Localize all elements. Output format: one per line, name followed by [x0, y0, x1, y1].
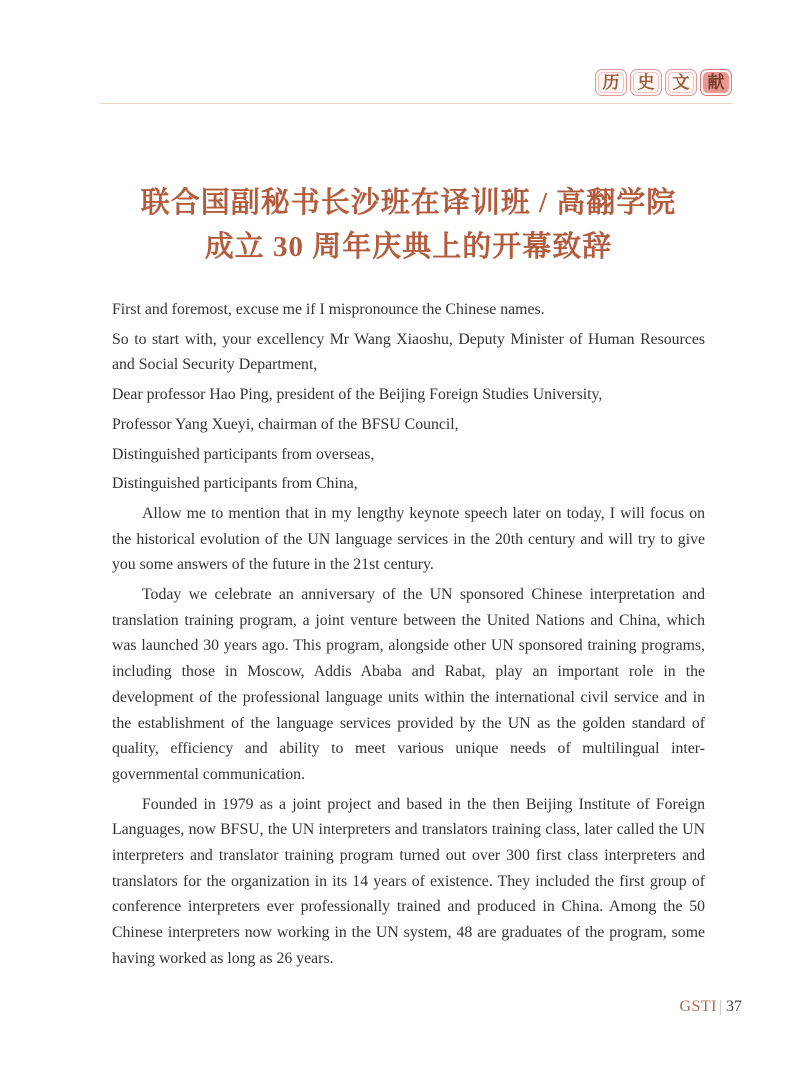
header-rule: [100, 103, 733, 104]
footer-separator: [720, 1000, 721, 1015]
paragraph: Professor Yang Xueyi, chairman of the BFSU Council,: [112, 415, 459, 433]
page-footer: [679, 998, 742, 1016]
badge-char: 历: [598, 72, 624, 93]
article-title: [112, 181, 705, 269]
badge-char: 献: [703, 72, 729, 93]
paragraph: First and foremost, excuse me if I mispronounce the Chinese names.: [112, 301, 545, 318]
journal-name: GSTI: [679, 998, 717, 1015]
paragraph: Distinguished participants from China,: [112, 475, 358, 493]
article-body: [112, 297, 705, 976]
badge-box: [630, 69, 662, 96]
page-number: 37: [726, 998, 742, 1015]
paragraph: So to start with, your excellency Mr Wang Xiaoshu, Deputy Minister of Human Resources and Social Security Department,: [112, 330, 705, 374]
section-badge-row: [595, 69, 732, 96]
badge-box: [595, 69, 627, 96]
paragraph: Founded in 1979 as a joint project and based in the then Beijing Institute of Foreign Languages, now BFSU, the UN interpreters and translators training class, later called the UN interpreters and translator training program turned out over 300 first class interpreters and translators for the organization in its 14 years of existence. They included the first group of conference interpreters ever professionally trained and produced in China. Among the 50 Chinese interpreters now working in the UN system, 48 are graduates of the program, some having worked as long as 26 years.: [112, 795, 705, 967]
paragraph: Distinguished participants from overseas,: [112, 445, 375, 463]
badge-char: 史: [633, 72, 659, 93]
badge-char: 文: [668, 72, 694, 93]
paragraph: Today we celebrate an anniversary of the UN sponsored Chinese interpretation and translation training program, a joint venture between the United Nations and China, which was launched 30 years ago. This program, alongside other UN sponsored training programs, including those in Moscow, Addis Ababa and Rabat, play an important role in the development of the professional language units within the international civil service and in the establishment of the language services provided by the UN as the golden standard of quality, efficiency and ability to meet various unique needs of multilingual inter-governmental communication.: [112, 586, 705, 783]
badge-box: [665, 69, 697, 96]
paragraph: Dear professor Hao Ping, president of the Beijing Foreign Studies University,: [112, 386, 603, 404]
article-title-line1: 联合国副秘书长沙班在译训班 / 高翻学院: [140, 187, 677, 219]
badge-box-filled: [700, 69, 732, 96]
paragraph: Allow me to mention that in my lengthy keynote speech later on today, I will focus on the historical evolution of the UN language services in the 20th century and will try to give you some answers of the future in the 21st century.: [112, 504, 705, 574]
article-title-line2: 成立 30 周年庆典上的开幕致辞: [204, 231, 613, 263]
